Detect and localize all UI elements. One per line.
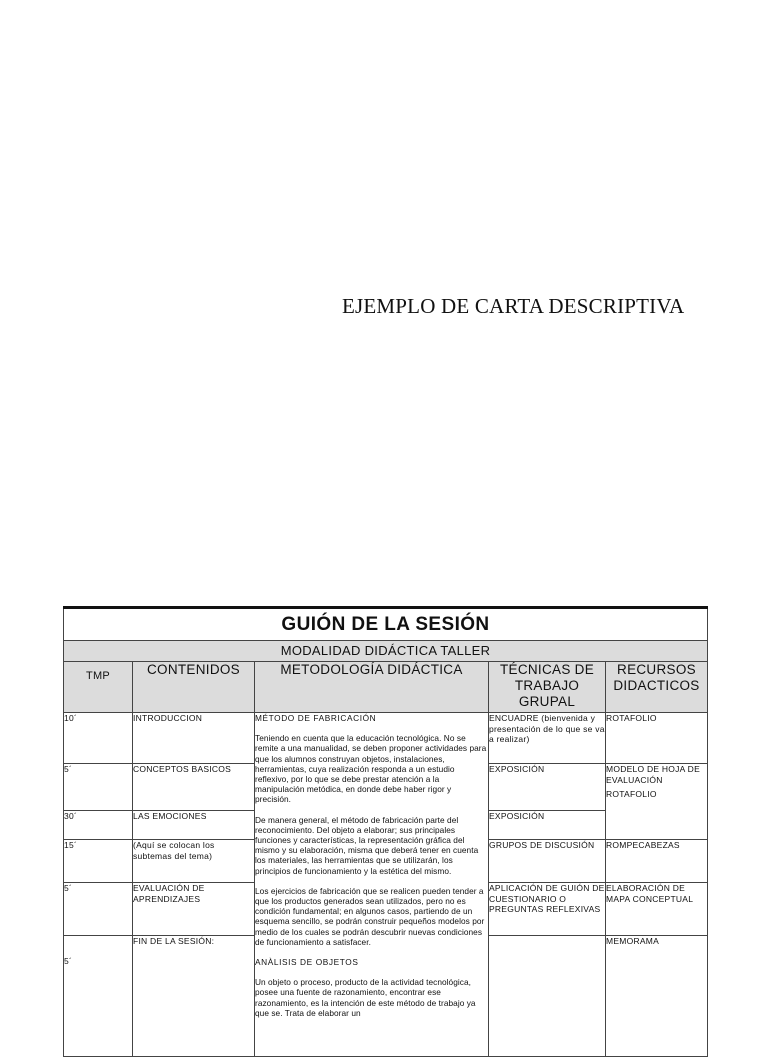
row-tmp: 5´ bbox=[64, 883, 133, 936]
row-tecnica: APLICACIÓN DE GUIÓN DE CUESTIONARIO O PREGUNTAS REFLEXIVAS bbox=[489, 883, 606, 936]
metodologia-paragraph: Teniendo en cuenta que la educación tecnológica. No se remite a una manualidad, se deben proponer actividades para que los alumnos construyan objetos, instalaciones, herramientas, cuya realización responda a un estudio reflexivo, por lo que se debe prestar atención a la manipulación metódica, en donde debe haber rigor y precisión. bbox=[255, 733, 487, 805]
metodologia-heading: MÉTODO DE FABRICACIÓN bbox=[255, 713, 377, 723]
header-recursos: RECURSOS DIDACTICOS bbox=[606, 662, 708, 713]
header-tmp: TMP bbox=[64, 662, 133, 713]
header-metodologia: METODOLOGÍA DIDÁCTICA bbox=[255, 662, 489, 713]
metodologia-paragraph: De manera general, el método de fabricación parte del reconocimiento. Del objeto a elaborar; sus principales funciones y características, la representación gráfica del mismo y su elaboración, misma que deberá tener en cuenta los materiales, las herramientas que se utilizarán, los principios de funcionamiento y la estética del mismo. bbox=[255, 814, 479, 876]
table-row bbox=[64, 713, 708, 764]
row-recurso bbox=[606, 764, 708, 840]
row-recurso: MEMORAMA bbox=[606, 936, 708, 1057]
row-tmp: 15´ bbox=[64, 840, 133, 883]
table-title: GUIÓN DE LA SESIÓN bbox=[64, 608, 708, 641]
row-contenido: EVALUACIÓN DE APRENDIZAJES bbox=[133, 883, 255, 936]
row-contenido: (Aquí se colocan los subtemas del tema) bbox=[133, 840, 255, 883]
metodologia-cell bbox=[255, 713, 489, 1057]
table-subtitle: MODALIDAD DIDÁCTICA TALLER bbox=[64, 641, 708, 662]
row-contenido: CONCEPTOS BASICOS bbox=[133, 764, 255, 811]
row-recurso: ELABORACIÓN DE MAPA CONCEPTUAL bbox=[606, 883, 708, 936]
row-tmp: 10´ bbox=[64, 713, 133, 764]
row-tecnica: EXPOSICIÓN bbox=[489, 811, 606, 840]
header-tecnicas: TÉCNICAS DE TRABAJO GRUPAL bbox=[489, 662, 606, 713]
row-tecnica: GRUPOS DE DISCUSIÓN bbox=[489, 840, 606, 883]
document-title: EJEMPLO DE CARTA DESCRIPTIVA bbox=[342, 294, 685, 318]
metodologia-heading: ANÀLISIS DE OBJETOS bbox=[255, 957, 359, 968]
header-contenidos: CONTENIDOS bbox=[133, 662, 255, 713]
row-recurso: ROTAFOLIO bbox=[606, 713, 708, 764]
row-tecnica: ENCUADRE (bienvenida y presentación de lo que se va a realizar) bbox=[489, 713, 606, 764]
row-contenido: INTRODUCCION bbox=[133, 713, 255, 764]
recurso-item: MODELO DE HOJA DE EVALUACIÓN bbox=[606, 764, 700, 785]
row-contenido: LAS EMOCIONES bbox=[133, 811, 255, 840]
row-tecnica: EXPOSICIÓN bbox=[489, 764, 606, 811]
row-tmp: 5´ bbox=[64, 764, 133, 811]
row-recurso: ROMPECABEZAS bbox=[606, 840, 708, 883]
row-tmp: 30´ bbox=[64, 811, 133, 840]
row-tecnica bbox=[489, 936, 606, 1057]
metodologia-paragraph: Los ejercicios de fabricación que se realicen pueden tender a que los productos generados sean utilizados, pero no es condición fundamental; en algunos casos, partiendo de un esquema sencillo, se podrán construir pequeños modelos por medio de los cuales se podrán descubrir nuevas condiciones de funcionamiento a satisfacer. bbox=[255, 885, 485, 947]
metodologia-paragraph: Un objeto o proceso, producto de la actividad tecnológica, posee una fuente de razonamiento, encontrar ese razonamiento, es la intención de este método de trabajo ya que se. Trata de elaborar un bbox=[255, 977, 476, 1018]
row-tmp: 5´ bbox=[64, 936, 133, 1057]
session-table bbox=[63, 606, 708, 1057]
row-contenido: FIN DE LA SESIÓN: bbox=[133, 936, 255, 1057]
recurso-item: ROTAFOLIO bbox=[606, 789, 657, 799]
